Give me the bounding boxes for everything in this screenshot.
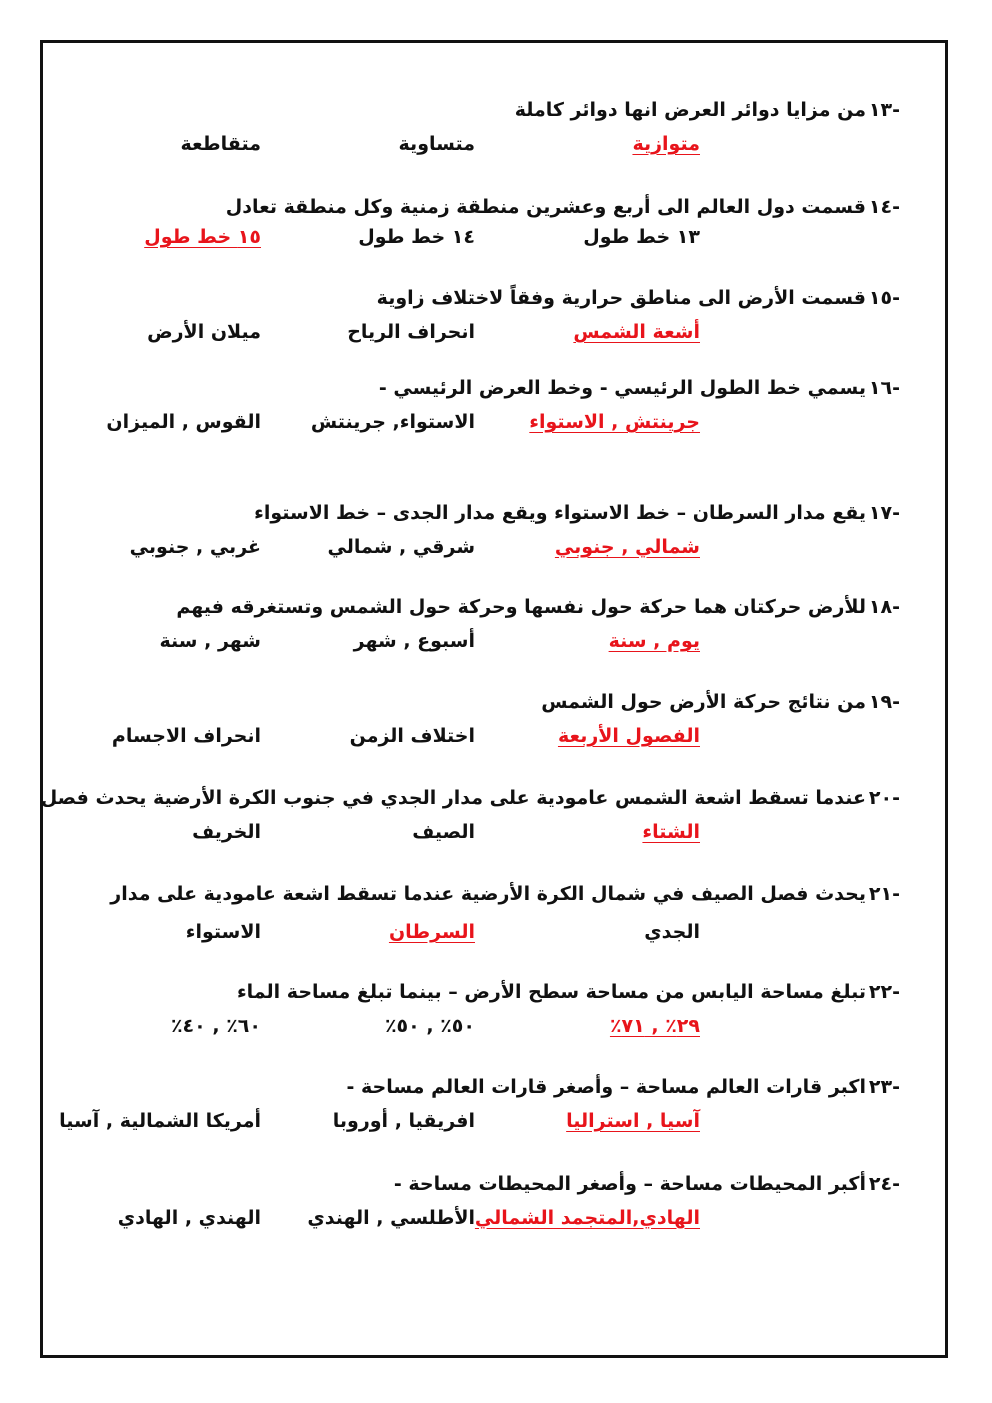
question-number: -١٣ xyxy=(868,99,900,121)
answer-option: أسبوع , شهر xyxy=(353,630,475,652)
answer-option: انحراف الاجسام xyxy=(111,725,261,747)
question-text: من مزايا دوائر العرض انها دوائر كاملة xyxy=(514,99,866,121)
question-text: عندما تسقط اشعة الشمس عامودية على مدار الجدي في جنوب الكرة الأرضية يحدث فصل xyxy=(40,787,866,809)
question-number: -١٤ xyxy=(868,196,900,218)
answer-option: ٥٠٪ , ٥٠٪ xyxy=(384,1015,475,1037)
question-number: -١٦ xyxy=(868,377,900,399)
question-number: -٢٣ xyxy=(868,1076,900,1098)
answer-option: الأطلسي , الهندي xyxy=(307,1207,475,1229)
answer-option: الخريف xyxy=(192,821,261,843)
question-text: يحدث فصل الصيف في شمال الكرة الأرضية عندما تسقط اشعة عامودية على مدار xyxy=(110,883,866,905)
answer-option: اختلاف الزمن xyxy=(349,725,475,747)
answer-option: الاستواء xyxy=(185,921,261,943)
answer-option-correct: ١٥ خط طول xyxy=(144,226,261,248)
question-text: قسمت دول العالم الى أربع وعشرين منطقة زمنية وكل منطقة تعادل xyxy=(225,196,866,218)
question-24 xyxy=(0,1172,992,1262)
question-14 xyxy=(0,195,992,285)
answer-option-correct: شمالي , جنوبي xyxy=(554,536,700,558)
question-17 xyxy=(0,501,992,591)
question-13 xyxy=(0,98,992,188)
answer-option-correct: الهادي,المتجمد الشمالي xyxy=(474,1207,700,1229)
answer-option: أمريكا الشمالية , آسيا xyxy=(59,1110,261,1132)
answer-option-correct: الفصول الأربعة xyxy=(557,725,700,747)
question-number: -٢٠ xyxy=(868,787,900,809)
question-number: -١٩ xyxy=(868,691,900,713)
answer-option-correct: السرطان xyxy=(388,921,475,943)
question-22 xyxy=(0,980,992,1070)
question-text: تبلغ مساحة اليابس من مساحة سطح الأرض – بينما تبلغ مساحة الماء xyxy=(236,981,866,1003)
question-number: -٢١ xyxy=(868,883,900,905)
question-21 xyxy=(0,882,992,972)
answer-option: الصيف xyxy=(412,821,475,843)
answer-option: متقاطعة xyxy=(180,133,261,155)
answer-option: القوس , الميزان xyxy=(106,411,261,433)
question-19 xyxy=(0,690,992,780)
question-text: قسمت الأرض الى مناطق حرارية وفقاً لاختلاف زاوية xyxy=(376,287,866,309)
answer-option-correct: أشعة الشمس xyxy=(573,321,700,343)
question-15 xyxy=(0,286,992,376)
question-23 xyxy=(0,1075,992,1165)
answer-option-correct: جرينتش , الاستواء xyxy=(529,411,700,433)
question-number: -٢٤ xyxy=(868,1173,900,1195)
question-text: اكبر قارات العالم مساحة – وأصغر قارات العالم مساحة - xyxy=(346,1076,866,1098)
answer-option: ١٣ خط طول xyxy=(583,226,700,248)
question-number: -١٧ xyxy=(868,502,900,524)
question-text: للأرض حركتان هما حركة حول نفسها وحركة حول الشمس وتستغرقه فيهم xyxy=(176,596,866,618)
question-text: يسمي خط الطول الرئيسي - وخط العرض الرئيسي - xyxy=(378,377,866,399)
answer-option: الاستواء, جرينتش xyxy=(310,411,475,433)
answer-option-correct: يوم , سنة xyxy=(608,630,700,652)
question-text: من نتائج حركة الأرض حول الشمس xyxy=(541,691,866,713)
question-number: -١٥ xyxy=(868,287,900,309)
question-18 xyxy=(0,595,992,685)
question-text: يقع مدار السرطان – خط الاستواء ويقع مدار الجدى – خط الاستواء xyxy=(254,502,866,524)
question-text: أكبر المحيطات مساحة – وأصغر المحيطات مساحة - xyxy=(393,1173,866,1195)
answer-option-correct: متوازية xyxy=(632,133,700,155)
answer-option: الجدي xyxy=(644,921,700,943)
answer-option-correct: ٢٩٪ , ٧١٪ xyxy=(609,1015,700,1037)
answer-option: الهندي , الهادي xyxy=(117,1207,261,1229)
question-20 xyxy=(0,786,992,876)
question-16 xyxy=(0,376,992,466)
question-number: -٢٢ xyxy=(868,981,900,1003)
answer-option: انحراف الرياح xyxy=(347,321,475,343)
answer-option: غربي , جنوبي xyxy=(129,536,261,558)
answer-option: ١٤ خط طول xyxy=(358,226,475,248)
answer-option: ميلان الأرض xyxy=(147,321,261,343)
answer-option-correct: آسيا , استراليا xyxy=(566,1110,700,1132)
answer-option: ٦٠٪ , ٤٠٪ xyxy=(170,1015,261,1037)
question-number: -١٨ xyxy=(868,596,900,618)
answer-option: شهر , سنة xyxy=(159,630,261,652)
answer-option: شرقي , شمالي xyxy=(327,536,475,558)
answer-option: افريقيا , أوروبا xyxy=(332,1110,475,1132)
answer-option-correct: الشتاء xyxy=(642,821,700,843)
answer-option: متساوية xyxy=(398,133,475,155)
